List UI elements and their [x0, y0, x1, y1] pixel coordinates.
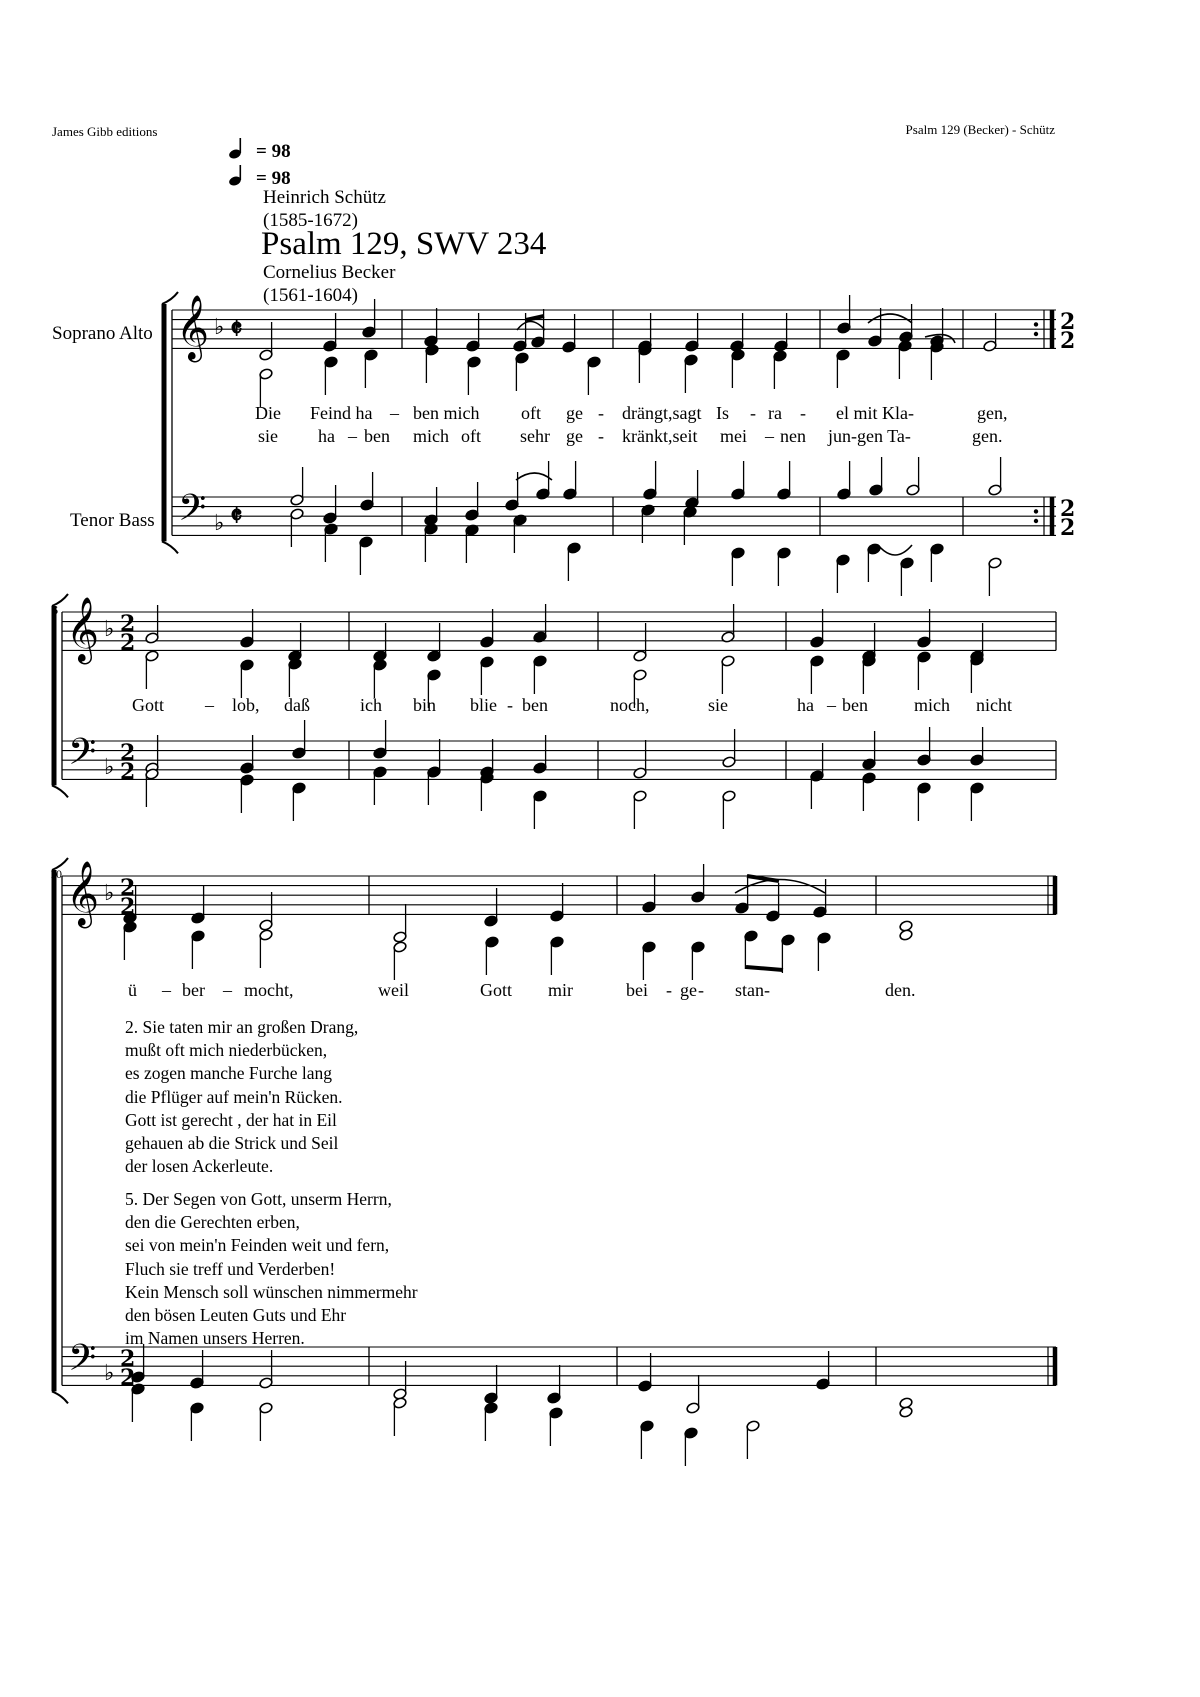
piece-title: Psalm 129, SWV 234 [261, 226, 547, 262]
note [465, 482, 479, 521]
note [288, 658, 302, 697]
composer-dates: (1585-1672) [263, 210, 358, 231]
note [988, 557, 1002, 596]
note [364, 349, 378, 388]
lyric-syllable: - [598, 426, 604, 446]
treble-clef-icon: 𝄞 [176, 295, 210, 360]
lyric-syllable: – [390, 403, 399, 423]
note [917, 782, 931, 821]
measure-number: 10 [50, 867, 62, 881]
note [766, 883, 780, 922]
staff [172, 310, 1056, 348]
note [323, 485, 337, 524]
note [721, 655, 735, 694]
note [691, 941, 705, 980]
slur [516, 473, 552, 480]
note [485, 936, 499, 975]
slur [868, 314, 912, 323]
beam [747, 876, 779, 881]
note [970, 727, 984, 766]
note [988, 457, 1002, 496]
instrument-lower: Tenor Bass [70, 510, 155, 531]
time-signature-bottom: 2 [120, 894, 136, 920]
time-signature-bottom: 2 [120, 630, 136, 656]
lyric-syllable: – [827, 695, 836, 715]
note [259, 1402, 273, 1441]
poet-dates: (1561-1604) [263, 285, 358, 306]
note [930, 341, 944, 380]
composer-name: Heinrich Schütz [263, 187, 386, 208]
note [746, 1420, 760, 1459]
note [643, 461, 657, 500]
note [424, 523, 438, 562]
note [360, 472, 374, 511]
repeat-dot [1034, 519, 1038, 523]
note [240, 659, 254, 698]
note [898, 340, 912, 379]
verse-2: 2. Sie taten mir an großen Drang, mußt oft mich niederbücken, es zogen manche Furche lang die Pflüger auf mein'n Rücken. Gott ist gerecht , der hat in Eil gehauen ab die Strick und Seil der losen Ackerleute. [125, 1017, 359, 1177]
note [480, 609, 494, 648]
lyric-syllable: - [507, 695, 513, 715]
flat-icon: ♭ [104, 1361, 115, 1386]
note [324, 356, 338, 395]
lyric-syllable: ben [842, 695, 868, 715]
lyric-syllable: ge [566, 426, 583, 446]
note [427, 766, 441, 805]
treble-clef-icon: 𝄞 [66, 597, 100, 662]
note [773, 350, 787, 389]
lyric-syllable: ü [128, 980, 137, 1000]
note [324, 523, 338, 562]
note [484, 1365, 498, 1404]
note [722, 790, 736, 829]
note [685, 470, 699, 509]
note [550, 936, 564, 975]
lyric-syllable: weil [378, 980, 409, 1000]
treble-clef-icon: 𝄞 [66, 861, 100, 926]
note [190, 1402, 204, 1441]
note [836, 349, 850, 388]
note [731, 547, 745, 586]
note [393, 1361, 407, 1400]
note [900, 557, 914, 596]
note [641, 504, 655, 543]
note [393, 1397, 407, 1436]
note [533, 790, 547, 829]
note [731, 461, 745, 500]
note [862, 772, 876, 811]
note [373, 766, 387, 805]
note [899, 929, 913, 941]
poet-name: Cornelius Becker [263, 262, 396, 283]
lyric-syllable: gen. [972, 426, 1003, 446]
note [684, 354, 698, 393]
note [145, 768, 159, 807]
lyric-syllable: – [223, 980, 232, 1000]
bracket-hook [52, 1391, 68, 1403]
note [466, 313, 480, 352]
lyric-syllable: mich [413, 426, 449, 446]
lyric-syllable: ha [797, 695, 814, 715]
repeat-dot [1034, 322, 1038, 326]
note [930, 308, 944, 347]
lyric-syllable: – [765, 426, 774, 446]
slur [735, 880, 825, 894]
time-signature-bottom: 2 [1060, 328, 1076, 354]
time-signature-top: 2 [120, 1346, 136, 1372]
tempo-text: = 98 [256, 168, 291, 189]
note [930, 543, 944, 582]
note [465, 524, 479, 563]
note [813, 879, 827, 918]
note [633, 623, 647, 662]
lyric-syllable: mir [548, 980, 573, 1000]
staff [62, 612, 1056, 650]
lyric-syllable: oft [521, 403, 541, 423]
lyric-syllable: ben [364, 426, 390, 446]
lyric-syllable: mich [914, 695, 950, 715]
bass-clef-icon: 𝄢 [68, 731, 97, 782]
time-signature-top: 2 [120, 611, 136, 637]
lyric-syllable: noch, [610, 695, 650, 715]
note [484, 1402, 498, 1441]
note [145, 605, 159, 644]
lyric-syllable: - [800, 403, 806, 423]
verse-5: 5. Der Segen von Gott, unserm Herrn, den die Gerechten erben, sei von mein'n Feinden weit und fern, Fluch sie treff und Verderben! Kein Mensch soll wünschen nimmermehr den bösen Leuten Guts und Ehr im Namen unsers Herren. [125, 1189, 418, 1349]
note [970, 782, 984, 821]
lyric-syllable: ra [768, 403, 782, 423]
note [145, 650, 159, 689]
staff [62, 876, 1056, 914]
note [638, 1353, 652, 1392]
note [563, 461, 577, 500]
note [899, 1406, 913, 1418]
note [777, 547, 791, 586]
note [735, 875, 749, 914]
note [123, 921, 137, 960]
flat-icon: ♭ [104, 755, 115, 780]
note [190, 1350, 204, 1389]
note [721, 604, 735, 643]
note [480, 656, 494, 695]
lyric-syllable: el mit Kla- [836, 403, 914, 423]
notehead [899, 929, 913, 941]
time-signature: 𝄵 [230, 312, 243, 345]
note [550, 883, 564, 922]
note [917, 727, 931, 766]
notehead [899, 1406, 913, 1418]
lyric-syllable: daß [284, 695, 310, 715]
note [292, 782, 306, 821]
lyric-syllable: - [750, 403, 756, 423]
lyric-syllable: ge [566, 403, 583, 423]
lyric-syllable: nicht [976, 695, 1012, 715]
note [837, 295, 851, 334]
bracket-hook [162, 541, 178, 553]
note [640, 1420, 654, 1459]
beam [746, 967, 783, 970]
lyric-syllable: nen [780, 426, 806, 446]
note [810, 770, 824, 809]
bass-clef-icon: 𝄢 [178, 487, 207, 538]
flat-icon: ♭ [104, 881, 115, 906]
note [515, 352, 529, 391]
tempo-text: = 98 [256, 141, 291, 162]
note [906, 457, 920, 496]
note [191, 930, 205, 969]
note [684, 1427, 698, 1466]
note [259, 368, 273, 407]
flat-icon: ♭ [214, 511, 225, 536]
lyric-syllable: bei [626, 980, 648, 1000]
bass-clef-icon: 𝄢 [68, 1337, 97, 1388]
note [259, 322, 273, 361]
note [862, 655, 876, 694]
measure-number: 6 [52, 603, 58, 617]
note [549, 1407, 563, 1446]
note [638, 344, 652, 383]
lyric-syllable: lob, [232, 695, 260, 715]
note [810, 655, 824, 694]
lyric-syllable: - [666, 980, 672, 1000]
note [567, 542, 581, 581]
time-signature-top: 2 [120, 875, 136, 901]
note [480, 739, 494, 778]
note [970, 654, 984, 693]
lyric-syllable: bin [413, 695, 437, 715]
note [744, 930, 758, 969]
lyric-syllable: jun-gen Ta- [828, 426, 911, 446]
lyric-syllable: sie [258, 426, 278, 446]
lyric-syllable: – [162, 980, 171, 1000]
note [633, 740, 647, 779]
bracket-hook [52, 785, 68, 797]
time-signature-bottom: 2 [120, 1365, 136, 1391]
lyric-syllable: oft [461, 426, 481, 446]
lyric-syllable: Feind ha [310, 403, 373, 423]
lyric-syllable: ha [318, 426, 335, 446]
note [373, 659, 387, 698]
note [240, 609, 254, 648]
flat-icon: ♭ [104, 617, 115, 642]
lyric-syllable: ge [680, 980, 697, 1000]
note [533, 655, 547, 694]
note [373, 720, 387, 759]
note [633, 790, 647, 829]
lyric-syllable: mocht, [244, 980, 294, 1000]
note [484, 888, 498, 927]
header-right: Psalm 129 (Becker) - Schütz [905, 122, 1055, 137]
slur [878, 545, 912, 555]
note [547, 1365, 561, 1404]
note [983, 313, 997, 352]
note [288, 623, 302, 662]
note [642, 941, 656, 980]
lyric-syllable: - [598, 403, 604, 423]
note [424, 308, 438, 347]
note [290, 467, 304, 506]
note [505, 472, 519, 511]
note [513, 313, 527, 352]
lyric-syllable: ich [360, 695, 382, 715]
note [642, 874, 656, 913]
note [781, 934, 795, 973]
note [373, 623, 387, 662]
note [869, 457, 883, 496]
lyric-syllable: ben [522, 695, 548, 715]
instrument-upper: Soprano Alto [52, 323, 153, 344]
time-signature-bottom: 2 [1060, 515, 1076, 541]
note [817, 932, 831, 971]
note [240, 774, 254, 813]
lyric-syllable: blie [470, 695, 497, 715]
note [686, 1375, 700, 1414]
lyric-syllable: - [698, 980, 704, 1000]
note [467, 356, 481, 395]
lyric-syllable: Gott [480, 980, 513, 1000]
time-signature-top: 2 [120, 740, 136, 766]
lyric-syllable: kränkt,seit [622, 426, 698, 446]
lyric-syllable: gen, [977, 403, 1008, 423]
repeat-dot [1034, 509, 1038, 513]
note [259, 1350, 273, 1389]
note [425, 344, 439, 383]
header-left: James Gibb editions [52, 124, 158, 139]
note [810, 609, 824, 648]
note [362, 299, 376, 338]
note [393, 904, 407, 943]
note [359, 536, 373, 575]
note [837, 461, 851, 500]
note [917, 609, 931, 648]
note [259, 929, 273, 968]
lyric-syllable: mei [720, 426, 747, 446]
note [917, 651, 931, 690]
time-signature: 𝄵 [230, 499, 243, 532]
note [836, 554, 850, 593]
lyric-syllable: drängt,sagt [622, 403, 702, 423]
note [323, 313, 337, 352]
time-signature-top: 2 [1060, 496, 1076, 522]
note [722, 729, 736, 768]
note [731, 349, 745, 388]
lyric-syllable: sie [708, 695, 728, 715]
lyric-syllable: – [348, 426, 357, 446]
staff [62, 741, 1056, 779]
lyric-syllable: Gott [132, 695, 165, 715]
lyric-syllable: ben mich [413, 403, 480, 423]
time-signature-top: 2 [1060, 309, 1076, 335]
lyric-syllable: stan- [735, 980, 770, 1000]
note [393, 941, 407, 980]
lyric-syllable: ber [182, 980, 205, 1000]
note [427, 623, 441, 662]
lyric-syllable: Die [255, 403, 281, 423]
note [777, 461, 791, 500]
note [774, 313, 788, 352]
flat-icon: ♭ [214, 315, 225, 340]
staff [172, 497, 1056, 535]
repeat-dot [1034, 332, 1038, 336]
note [685, 313, 699, 352]
note [533, 604, 547, 643]
note [867, 543, 881, 582]
lyric-syllable: Is [716, 403, 729, 423]
lyric-syllable: den. [885, 980, 916, 1000]
note [513, 514, 527, 553]
note [730, 313, 744, 352]
lyric-syllable: – [205, 695, 214, 715]
lyric-syllable: sehr [520, 426, 550, 446]
note [868, 308, 882, 347]
note [480, 772, 494, 811]
note [587, 356, 601, 395]
time-signature-bottom: 2 [120, 759, 136, 785]
note [259, 892, 273, 931]
note [292, 720, 306, 759]
note [691, 864, 705, 903]
note [290, 508, 304, 547]
note [536, 461, 550, 500]
